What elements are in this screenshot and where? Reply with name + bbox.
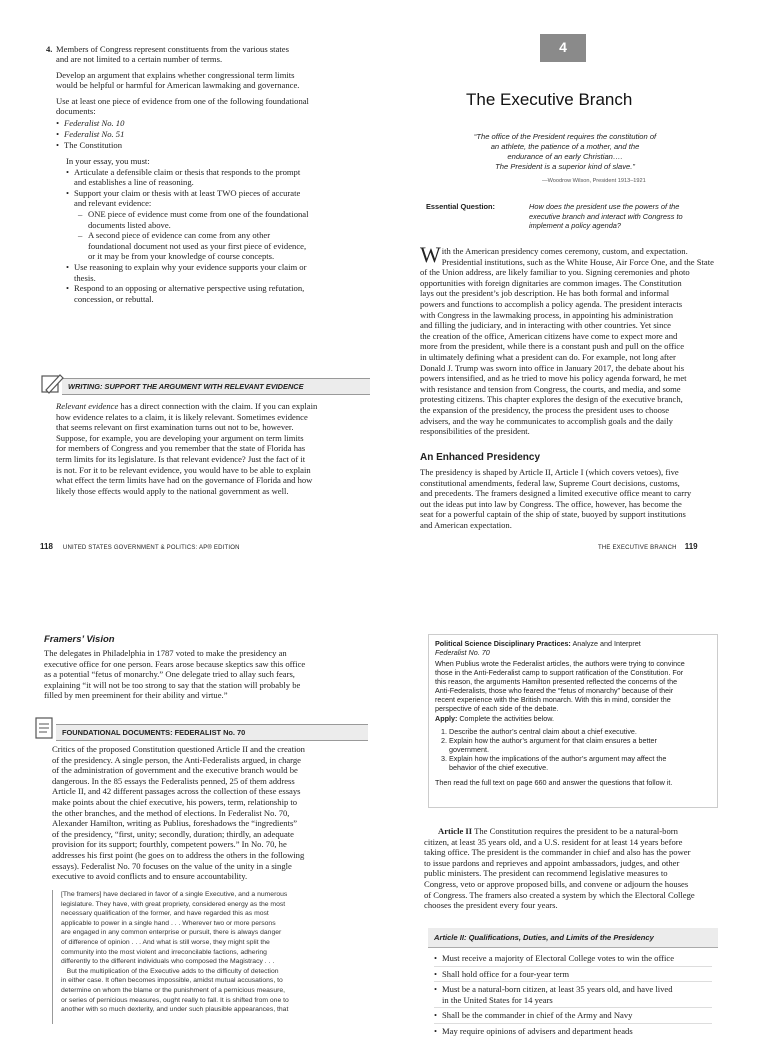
page-number: 118 <box>40 542 53 551</box>
framers-intro: The delegates in Philadelphia in 1787 voted to make the presidency an executive office for one person. Fears arose because skeptics saw this office as a potential “fetus of monarchy.” One delegate tried to allay such fears, explaining “it will not be too strong to say that the station will probably be filled by men preeminent for their ability and virtue.” <box>44 648 306 701</box>
section-body: The presidency is shaped by Article II, Article I (which covers vetoes), five constitutional amendments, federal law, Supreme Court decisions, customs, and precedents. The framers designed a limited executive office meant to carry out the ideas put into law by Congress. The office, however, has become the seat for a powerful captain of the ship of state, buoyed by support institutions and American expectation. <box>420 467 692 530</box>
page-footer-right <box>598 536 698 554</box>
qualifications-box <box>428 928 718 1036</box>
chapter-number-badge: 4 <box>540 34 586 62</box>
chapter-intro: W ith the American presidency comes ceremony, custom, and expectation. Presidential institutions, such as the White House, Air Force One, and the State of the Union address, are likely familiar to you. Signing ceremonies and photo opportunities with foreign dignitaries are common images. The Constitution lays out the president’s job description. He has both formal and informal powers and functions to accomplish a policy agenda. The president interacts with Congress in the lawmaking process, in appointing his administration and filling the judiciary, and in interacting with other countries. Yet since the creation of the office, American citizens have come to expect more and more from the president, while there is a constant push and pull on the office in ultimately defining what a president can do. For example, not long after Donald J. Trump was sworn into office in January 2017, the debate about his powers intensified, and as he tried to move his policy agenda forward, he met with resistance and tension from Congress, the courts, and media, and some protesting citizens. This chapter explores the design of the executive branch, the expansion of the presidency, the process the president uses to choose advisers, and the way he communicates to accomplish goals and the daily responsibilities of the president. <box>420 242 714 437</box>
pencil-icon <box>40 372 62 394</box>
footer-text: UNITED STATES GOVERNMENT & POLITICS: AP® EDITION <box>62 545 240 551</box>
eq-label: Essential Question: <box>426 202 495 211</box>
page-footer-left <box>40 536 240 554</box>
drop-cap: W <box>420 242 441 267</box>
footer-text: THE EXECUTIVE BRANCH <box>598 545 677 551</box>
writing-title: WRITING: SUPPORT THE ARGUMENT WITH RELEVANT EVIDENCE <box>62 378 370 395</box>
article-ii-body: Article II The Constitution requires the president to be a natural-born citizen, at least 35 years old, and a U.S. resident for at least 14 years before taking office. The president is the commander in chief and also has the power to issue pardons and reprieves and appoint ambassadors, judges, and other public ministers. The president can recommend legislative measures to Congress, veto or approve proposed bills, and convene or adjourn the houses of Congress. The framers also created a system by which the Electoral College chooses the president every four years. <box>424 826 695 911</box>
qualifications-list: • Must receive a majority of Electoral College votes to win the office • Shall hold office for a four-year term • Must be a natural-born citizen, at least 35 years old, and have lived in the United States for 14 years • Shall be the commander in chief of the Army and Navy • May require opinions of advisers and department heads <box>428 948 718 1037</box>
writing-callout: WRITING: SUPPORT THE ARGUMENT WITH RELEVANT EVIDENCE Relevant evidence has a direct connection with the claim. If you can explain how evidence relates to a claim, it is likely relevant. Sometimes evidence that seems relevant on first examination turns out not to be, however. Suppose, for example, you are developing your argument on term limits for members of Congress and you remember that the state of Florida has term limits for its legislature. Is that relevant evidence? Just the fact of it is not. For it to be relevant evidence, you would have to be able to explain what effect the term limits have had on the governance of Florida and how likely those effects would apply to the national government as well. <box>40 372 370 496</box>
disciplinary-practices-box: Political Science Disciplinary Practices: Analyze and Interpret Federalist No. 70 When Publius wrote the Federalist articles, the authors were trying to convince those in the Anti-Federalist camp to support ratification of the Constitution. For this reason, the arguments Hamilton presented reflected the concerns of the Anti-Federalists, those who feared the “fetus of monarchy” because of their recent experience with the British monarch. With this in mind, consider the perspective of each side of the debate. Apply: Complete the activities below. 1. Describe the author’s central claim about a chief executive. 2. Explain how the author’s argument for that claim ensures a better government. 3. Explain how the implications of the author’s argument may affect the behavior of the chief executive. Then read the full text on page 660 and answer the questions that follow it. <box>428 634 718 808</box>
section-heading: Framers’ Vision <box>44 634 115 645</box>
chapter-title: The Executive Branch <box>466 90 633 109</box>
qualifications-title: Article II: Qualifications, Duties, and Limits of the Presidency <box>428 928 718 948</box>
question-number: 4. <box>46 44 53 54</box>
document-icon <box>34 716 56 742</box>
foundational-doc-body: Critics of the proposed Constitution questioned Article II and the creation of the presidency. A single person, the Anti-Federalists argued, in charge of the administration of government and the executive branch would be dangerous. In the 85 essays the Federalists penned, 25 of them address Article II, and 42 different passages across the collection of these essays make points about the chief executive, his powers, term, relationship to the other branches, and the method of elections. In Federalist No. 70, Alexander Hamilton, writing as Publius, foreshadows the “ingredients” of the presidency, “first, unity; secondly, duration; thirdly, an adequate provision for its support; fourthly, competent powers.” In No. 70, he addresses his first point (he goes on to address the others in the following essays). Federalist No. 70 focuses on the value of the unity in a single executive to avoid conflicts and to ensure accountability. <box>52 744 305 882</box>
section-heading: An Enhanced Presidency <box>420 452 541 463</box>
document-list: • Federalist No. 10 • Federalist No. 51 • The Constitution <box>56 118 366 150</box>
requirement-list-2: • Use reasoning to explain why your evidence supports your claim or thesis. • Respond to an opposing or alternative perspective using refutation, concession, or rebuttal. <box>66 262 366 304</box>
epigraph-attribution: —Woodrow Wilson, President 1913–1921 <box>542 178 646 184</box>
requirement-list: • Articulate a defensible claim or thesis that responds to the prompt and establishes a line of reasoning. • Support your claim or thesis with at least TWO pieces of accurate and relevant evidence: <box>66 167 366 209</box>
evidence-sublist: – ONE piece of evidence must come from one of the foundational documents listed above. – A second piece of evidence can come from any other foundational document not used as your first piece of evidence, or it may be from your knowledge of course concepts. <box>76 209 366 262</box>
essential-question: Essential Question: How does the president use the powers of the executive branch and interact with Congress to implement a policy agenda? <box>426 202 683 231</box>
page-number: 119 <box>684 542 698 551</box>
question-4: 4. Members of Congress represent constituents from the various states and are not limited to a certain number of terms. Develop an argument that explains whether congressional term limits would be helpful or harmful for American lawmaking and governance. Use at least one piece of evidence from one of the following foundational documents: • Federalist No. 10 • Federalist No. 51 • The Constitution In your essay, you must: • Articulate a defensible claim or thesis that responds to the prompt and establishes a line of reasoning. • Support your claim or thesis with at least TWO pieces of accurate and relevant evidence: – ONE piece of evidence must come from one of the foundational documents listed above. – A second piece of evidence can come from any other foundational document not used as your first piece of evidence, or it may be from your knowledge of course concepts. • Use reasoning to explain why your evidence supports your claim or thesis. • Respond to an opposing or alternative perspective using refutation, concession, or rebuttal. <box>46 44 366 304</box>
excerpt-box: [The framers] have declared in favor of a single Executive, and a numerous legislature. They have, with great propriety, considered energy as the most necessary qualification of the former, and have regarded this as most applicable to power in a single hand . . . Wherever two or more persons are engaged in any common enterprise or pursuit, there is always danger of difference of opinion . . . And what is still worse, they might split the community into the most violent and irreconcilable factions, adhering differently to the different individuals who composed the Magistracy . . . But the multiplication of the Executive adds to the difficulty of detection in either case. It often becomes impossible, amidst mutual accusations, to determine on whom the blame or the punishment of a pernicious measure, or series of pernicious measures, ought really to fall. It is shifted from one to another with so much dexterity, and under such plausible appearances, that <box>52 890 371 1024</box>
epigraph-quote: “The office of the President requires the constitution of an athlete, the patience of a mother, and the endurance of an early Christian…. The President is a superior kind of slave.” <box>473 132 657 171</box>
activity-list: 1. Describe the author’s central claim about a chief executive. 2. Explain how the author’s argument for that claim ensures a better government. 3. Explain how the implications of the author’s argument may affect the behavior of the chief executive. <box>435 727 711 772</box>
foundational-doc-title: FOUNDATIONAL DOCUMENTS: FEDERALIST No. 70 <box>56 724 368 741</box>
